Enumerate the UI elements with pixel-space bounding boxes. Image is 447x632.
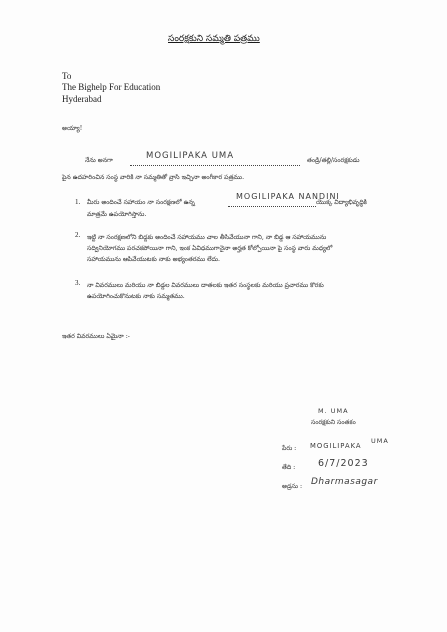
child-name-line [228, 206, 316, 207]
other-details-label: ఇతర వివరములు ఏమైనా :- [62, 333, 130, 340]
signature-address-value: Dharmasagar [311, 477, 378, 487]
intro-suffix: తండ్రి/తల్లి/సంరక్షకుడు [307, 157, 360, 164]
signature-handwritten: M. UMA [318, 407, 349, 415]
salutation: అయ్యా! [62, 125, 83, 132]
signature-name-value: MOGILIPAKA [310, 442, 362, 450]
point-1-number: 1. [75, 198, 81, 206]
signature-name-label: పేరు : [282, 445, 297, 452]
signature-address-label: అడ్రసు : [282, 483, 303, 490]
point-3-line-1: నా వివరములు మరియు నా బిడ్డల వివరములు దాతలకు ఇతర సంస్థలకు మరియు ప్రచారము కొరకు [87, 282, 324, 289]
document-title: సంరక్షకుని సమ్మతి పత్రము [168, 34, 260, 44]
point-3-number: 3. [75, 279, 81, 287]
child-name-handwritten: MOGILIPAKA NANDINI [236, 192, 340, 201]
signature-name-value-2: UMA [371, 437, 389, 445]
point-2-line-3: సహాయమును ఆపివేయుటకు నాకు అభ్యంతరము లేదు. [87, 256, 220, 263]
point-2-line-1: ఇట్టి నా సంరక్షణలోని బిడ్డకు అందించే సహాయము చాల తీసివేయునా గాని, నా బిడ్డ ఆ సహాయమును [87, 234, 327, 241]
point-1-text-b: యొక్క విద్యాభివృద్ధికి [316, 199, 367, 206]
point-1-text-a: మీరు అందించే సహాయం నా సంరక్షణలో ఉన్న [87, 199, 195, 206]
guardian-name-handwritten: MOGILIPAKA UMA [146, 151, 235, 161]
point-2-number: 2. [75, 231, 81, 239]
addressee-city: Hyderabad [62, 94, 102, 104]
signature-caption: సంరక్షకుని సంతకం [311, 419, 356, 426]
point-1-text-c: మాత్రమే ఉపయోగిస్తాను. [87, 211, 147, 218]
intro-prefix: నేను అనగా [85, 157, 113, 164]
signature-date-value: 6/7/2023 [318, 458, 369, 469]
intro-continuation: పైన ఉదహరించిన సంస్థ వారికి నా సమ్మతితో వ్రాసి ఇచ్చినా అంగీకార పత్రము. [62, 174, 245, 181]
guardian-name-line [130, 165, 300, 166]
point-3-line-2: ఉపయోగించుకొనుటకు నాకు సమ్మతము. [87, 293, 185, 300]
point-2-line-2: సద్వినియోగము పరచకపోయినా గాని, ఇంక ఏవిధముగానైనా అర్హత కోల్పోయినా పై సంస్థ వారు మధ్యలో [87, 245, 333, 252]
to-label: To [62, 71, 72, 81]
signature-date-label: తేది : [282, 464, 296, 471]
addressee-name: The Bighelp For Education [62, 82, 161, 92]
